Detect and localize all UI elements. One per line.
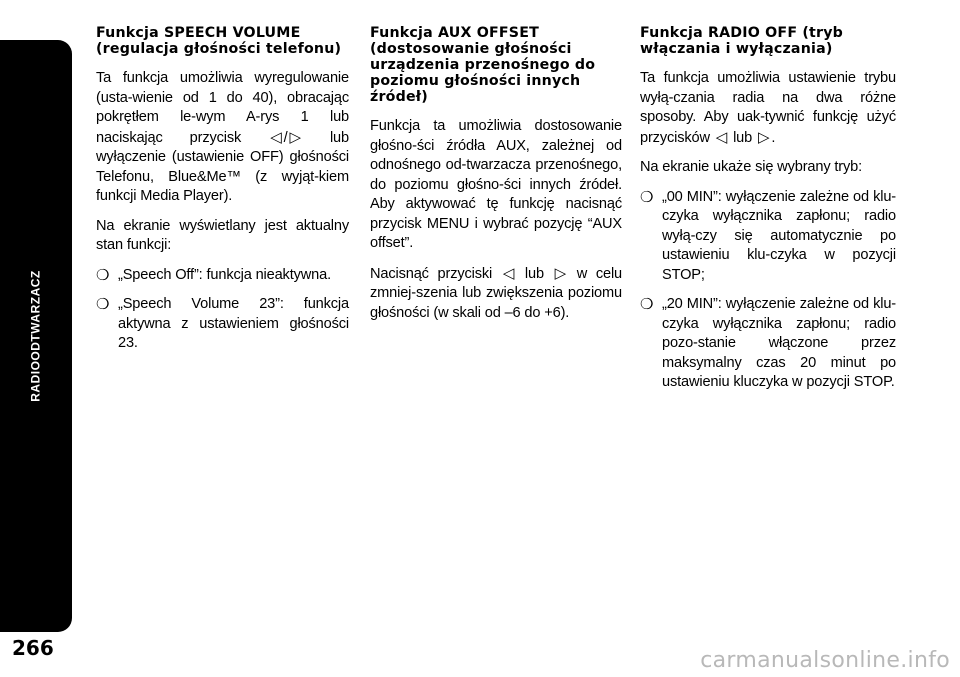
bullet-circle-icon: ❍ xyxy=(96,266,110,284)
section-label-text: RADIOODTWARZACZ xyxy=(29,270,44,402)
bullet-circle-icon: ❍ xyxy=(640,188,654,206)
section-label xyxy=(0,40,72,632)
text-fragment: lub xyxy=(733,129,753,146)
bullet-circle-icon: ❍ xyxy=(96,296,110,313)
text-fragment: . xyxy=(771,129,776,146)
paragraph-aux-offset-buttons xyxy=(370,264,622,324)
paragraph-display-state: Na ekranie wyświetlany jest aktualny stan funkcji: xyxy=(96,217,349,253)
watermark: carmanualsonline.info xyxy=(700,648,950,673)
page-number: 266 xyxy=(12,636,54,660)
paragraph-speech-volume-description xyxy=(96,69,349,207)
arrow-left-icon: ◁ xyxy=(270,127,282,146)
arrow-right-icon: ▷ xyxy=(758,127,770,146)
bullet-circle-icon: ❍ xyxy=(640,296,654,313)
column-aux-offset xyxy=(370,25,622,333)
arrow-right-icon: ▷ xyxy=(554,263,567,282)
list-item xyxy=(96,266,349,286)
text-fragment: Ta funkcja umożliwia ustawienie trybu wyłą-czania radia na dwa różne sposoby. Aby uak-tywnić funkcję użyć przycisków xyxy=(640,70,896,146)
list-item xyxy=(640,188,896,286)
text-fragment: lub xyxy=(524,265,544,282)
column-speech-volume xyxy=(96,25,349,364)
text-fragment: w celu zmniej-szenia lub zwiększenia poziomu głośności (w skali od –6 do +6). xyxy=(370,265,623,321)
separator: / xyxy=(283,129,288,146)
text-fragment: Nacisnąć przyciski xyxy=(370,265,493,282)
arrow-right-icon: ▷ xyxy=(289,127,301,146)
paragraph-display-mode: Na ekranie ukaże się wybrany tryb: xyxy=(640,159,863,175)
arrow-left-icon: ◁ xyxy=(502,263,515,282)
text-fragment: lub wyłączenie (ustawienie OFF) głośności Telefonu, Blue&Me™ (z wyjąt-kiem funkcji Media Player). xyxy=(96,129,349,204)
list-item-text: „20 MIN”: wyłączenie zależne od klu-czyka wyłącznika zapłonu; radio pozo-stanie włączone przez maksymalny czas 20 minut po ustawieniu kluczyka w pozycji STOP. xyxy=(662,296,896,390)
list-item-text: „Speech Off”: funkcja nieaktywna. xyxy=(118,266,331,283)
list-item xyxy=(96,295,349,354)
paragraph-radio-off-description xyxy=(640,69,896,148)
arrow-left-icon: ◁ xyxy=(715,127,728,146)
column-radio-off xyxy=(640,25,896,403)
heading-speech-volume: Funkcja SPEECH VOLUME (regulacja głośności telefonu) xyxy=(96,25,342,57)
list-item xyxy=(640,295,896,393)
text-fragment: Ta funkcja umożliwia wyregulowanie (usta-wienie od 1 do 40), obracając pokrętłem le-wym A-rys 1 lub naciskając przycisk xyxy=(96,70,349,146)
list-item-text: „00 MIN”: wyłączenie zależne od klu-czyka wyłącznika zapłonu; radio wyłą-czy się automatycznie po ustawieniu klu-czyka w pozycji STOP; xyxy=(662,188,896,283)
heading-aux-offset: Funkcja AUX OFFSET (dostosowanie głośności urządzenia przenośnego do poziomu głośności innych źródeł) xyxy=(370,25,596,105)
list-item-text: „Speech Volume 23”: funkcja aktywna z ustawieniem głośności 23. xyxy=(118,296,349,351)
paragraph-aux-offset-description: Funkcja ta umożliwia dostosowanie głośno-ści źródła AUX, zależnej od odnośnego od-twarzacza przenośnego, do poziomu głośno-ści innych źródeł. Aby aktywować tę funkcję nacisnąć przycisk MENU i wybrać pozycję “AUX offset”. xyxy=(370,118,622,251)
heading-radio-off: Funkcja RADIO OFF (tryb włączania i wyłączania) xyxy=(640,25,844,57)
